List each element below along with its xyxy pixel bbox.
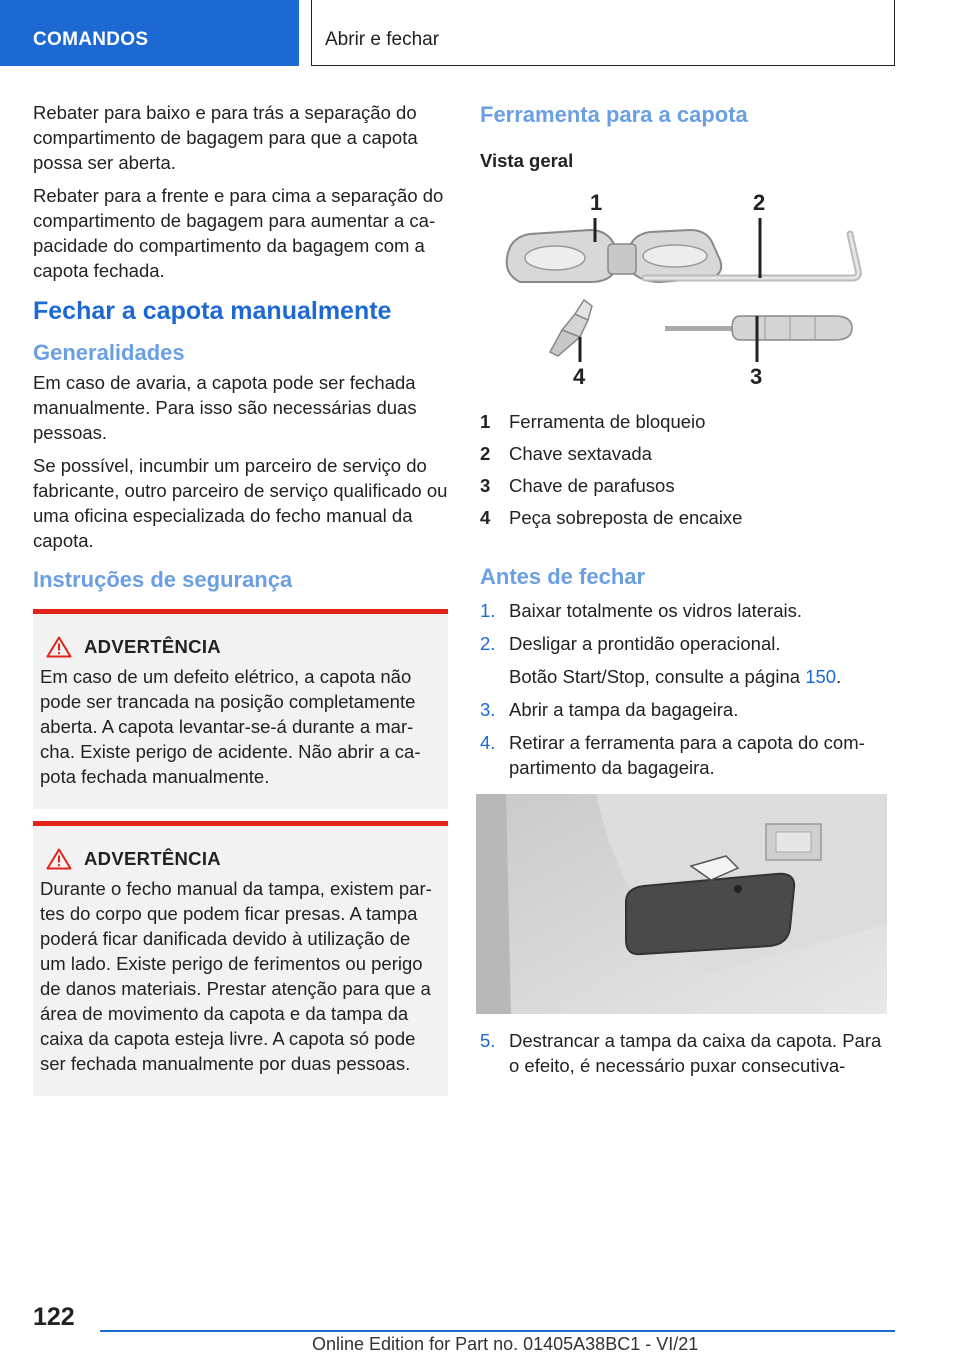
edition-note: Online Edition for Part no. 01405A38BC1 - VI/21 (312, 1334, 699, 1354)
list-item: 2. Desligar a prontidão operacional. Botão Start/Stop, consulte a página 150. (480, 633, 842, 687)
page-number: 122 (33, 1303, 75, 1331)
paragraph: Se possível, incumbir um parceiro de serviço do fabricante, outro parceiro de serviço qualificado ou uma oficina especializada do fecho manual da capota. (33, 455, 448, 551)
warning-text: Durante o fecho manual da tampa, existem partes do corpo que podem ficar presas. A tampa poderá ficar danificada devido à utilização de um lado. Existe perigo de ferimentos ou perigo de danos materiais. Prestar atenção para que a área de movimento da capota e da tampa da caixa da capota esteja livre. A capota só pode ser fechada manualmente por duas pessoas. (40, 878, 432, 1074)
list-item: 1. Baixar totalmente os vidros laterais. (480, 600, 803, 621)
warning-box (33, 609, 448, 809)
footer-rule (100, 1330, 895, 1332)
locking-tool-image (507, 230, 722, 282)
steps-list-continued (480, 1028, 895, 1078)
legend-list (480, 406, 895, 534)
legend-item: 2 Chave sextavada (480, 443, 652, 464)
callout-label-1: 1 (590, 190, 603, 215)
tools-illustration (480, 182, 895, 402)
callout-label-3: 3 (750, 364, 763, 389)
section-heading: Fechar a capota manualmente (33, 297, 392, 325)
trunk-photo (476, 794, 887, 1014)
legend-item: 3 Chave de parafusos (480, 475, 675, 496)
header-underline (311, 65, 895, 66)
section-tab (0, 0, 299, 66)
warning-title: ADVERTÊNCIA (84, 636, 221, 657)
subheading-seguranca: Instruções de segurança (33, 567, 293, 592)
warning-title: ADVERTÊNCIA (84, 848, 221, 869)
paragraph: Rebater para baixo e para trás a separação do compartimento de bagagem para que a capota possa ser aberta. (33, 102, 418, 173)
section-label: COMANDOS (33, 29, 149, 50)
paragraph: Em caso de avaria, a capota pode ser fechada manualmente. Para isso são necessárias duas pessoas. (33, 372, 417, 443)
header-divider-right (894, 0, 895, 66)
subheading-antes: Antes de fechar (480, 564, 646, 589)
page-link[interactable]: 150 (805, 666, 837, 687)
legend-item: 4 Peça sobreposta de encaixe (480, 507, 743, 528)
section-heading-ferramenta: Ferramenta para a capota (480, 102, 748, 127)
warning-triangle-icon (46, 848, 72, 870)
list-item: 4. Retirar a ferramenta para a capota do compartimento da bagageira. (480, 732, 865, 778)
right-column (480, 100, 895, 1086)
warning-triangle-icon (46, 636, 72, 658)
legend-item: 1 Ferramenta de bloqueio (480, 411, 706, 432)
steps-list (480, 598, 895, 780)
paragraph: Rebater para a frente e para cima a separação do compartimento de bagagem para aumentar a capacidade do compartimento da bagagem com a capota fechada. (33, 185, 444, 281)
subheading-generalidades: Generalidades (33, 340, 185, 365)
callout-label-4: 4 (573, 364, 586, 389)
snap-piece-image (550, 300, 592, 356)
list-item: 3. Abrir a tampa da bagageira. (480, 699, 739, 720)
header-divider (311, 0, 312, 66)
chapter-title: Abrir e fechar (325, 29, 440, 50)
list-item: 5. Destrancar a tampa da caixa da capota. Para o efeito, é necessário puxar consecutiva- (480, 1030, 882, 1076)
callout-label-2: 2 (753, 190, 766, 215)
subheading-vista: Vista geral (480, 150, 574, 171)
left-column (33, 100, 448, 1096)
warning-text: Em caso de um defeito elétrico, a capota não pode ser trancada na posição completamente aberta. A capota levantar-se-á durante a marcha. Existe perigo de acidente. Não abrir a capota fechada manualmente. (40, 666, 421, 787)
warning-box (33, 821, 448, 1096)
